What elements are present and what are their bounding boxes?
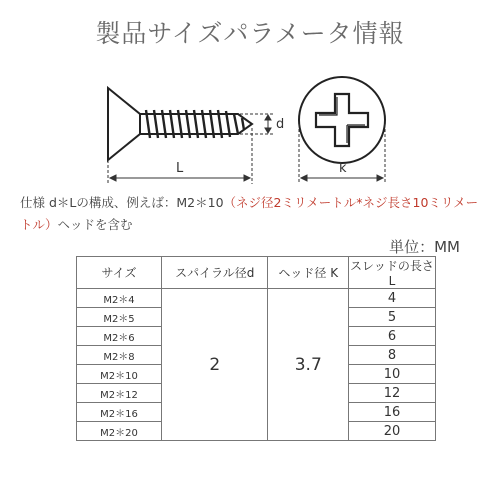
label-k: k — [339, 161, 347, 176]
header-size: サイズ — [77, 257, 162, 289]
cell-length: 12 — [349, 384, 436, 403]
label-L: L — [176, 161, 184, 176]
cell-length: 10 — [349, 365, 436, 384]
cell-length: 6 — [349, 327, 436, 346]
cell-size: M2＊10 — [77, 365, 162, 384]
page-title: 製品サイズパラメータ情報 — [95, 19, 405, 48]
label-d: d — [276, 117, 285, 132]
cell-size: M2＊6 — [77, 327, 162, 346]
cell-size: M2＊12 — [77, 384, 162, 403]
cell-size: M2＊8 — [77, 346, 162, 365]
desc-normal-2: ヘッドを含む — [57, 217, 133, 232]
spec-description — [20, 192, 490, 236]
cell-length: 8 — [349, 346, 436, 365]
cell-length: 4 — [349, 289, 436, 308]
cell-size: M2＊20 — [77, 422, 162, 441]
header-head: ヘッド径 K — [268, 257, 349, 289]
screw-side-view — [108, 88, 252, 160]
screw-technical-drawing — [0, 58, 500, 188]
desc-red-note: （ネジ径2ミリメートル*ネジ長さ10ミリメートル） — [20, 195, 479, 232]
table-row — [77, 289, 436, 308]
header-diameter: スパイラル径d — [162, 257, 268, 289]
cell-length: 16 — [349, 403, 436, 422]
unit-label: 単位：MM — [389, 238, 460, 256]
cell-head: 3.7 — [268, 289, 349, 441]
header-length: スレッドの長さL — [349, 257, 436, 289]
cell-size: M2＊5 — [77, 308, 162, 327]
dimension-d — [240, 114, 274, 134]
cell-diameter: 2 — [162, 289, 268, 441]
cell-size: M2＊4 — [77, 289, 162, 308]
cell-length: 5 — [349, 308, 436, 327]
desc-normal-1: 仕様 d＊Lの構成、例えば：M2＊10 — [20, 195, 224, 210]
screw-top-view — [299, 77, 385, 163]
cell-size: M2＊16 — [77, 403, 162, 422]
cell-length: 20 — [349, 422, 436, 441]
table-header-row — [77, 257, 436, 289]
spec-table — [76, 256, 436, 441]
